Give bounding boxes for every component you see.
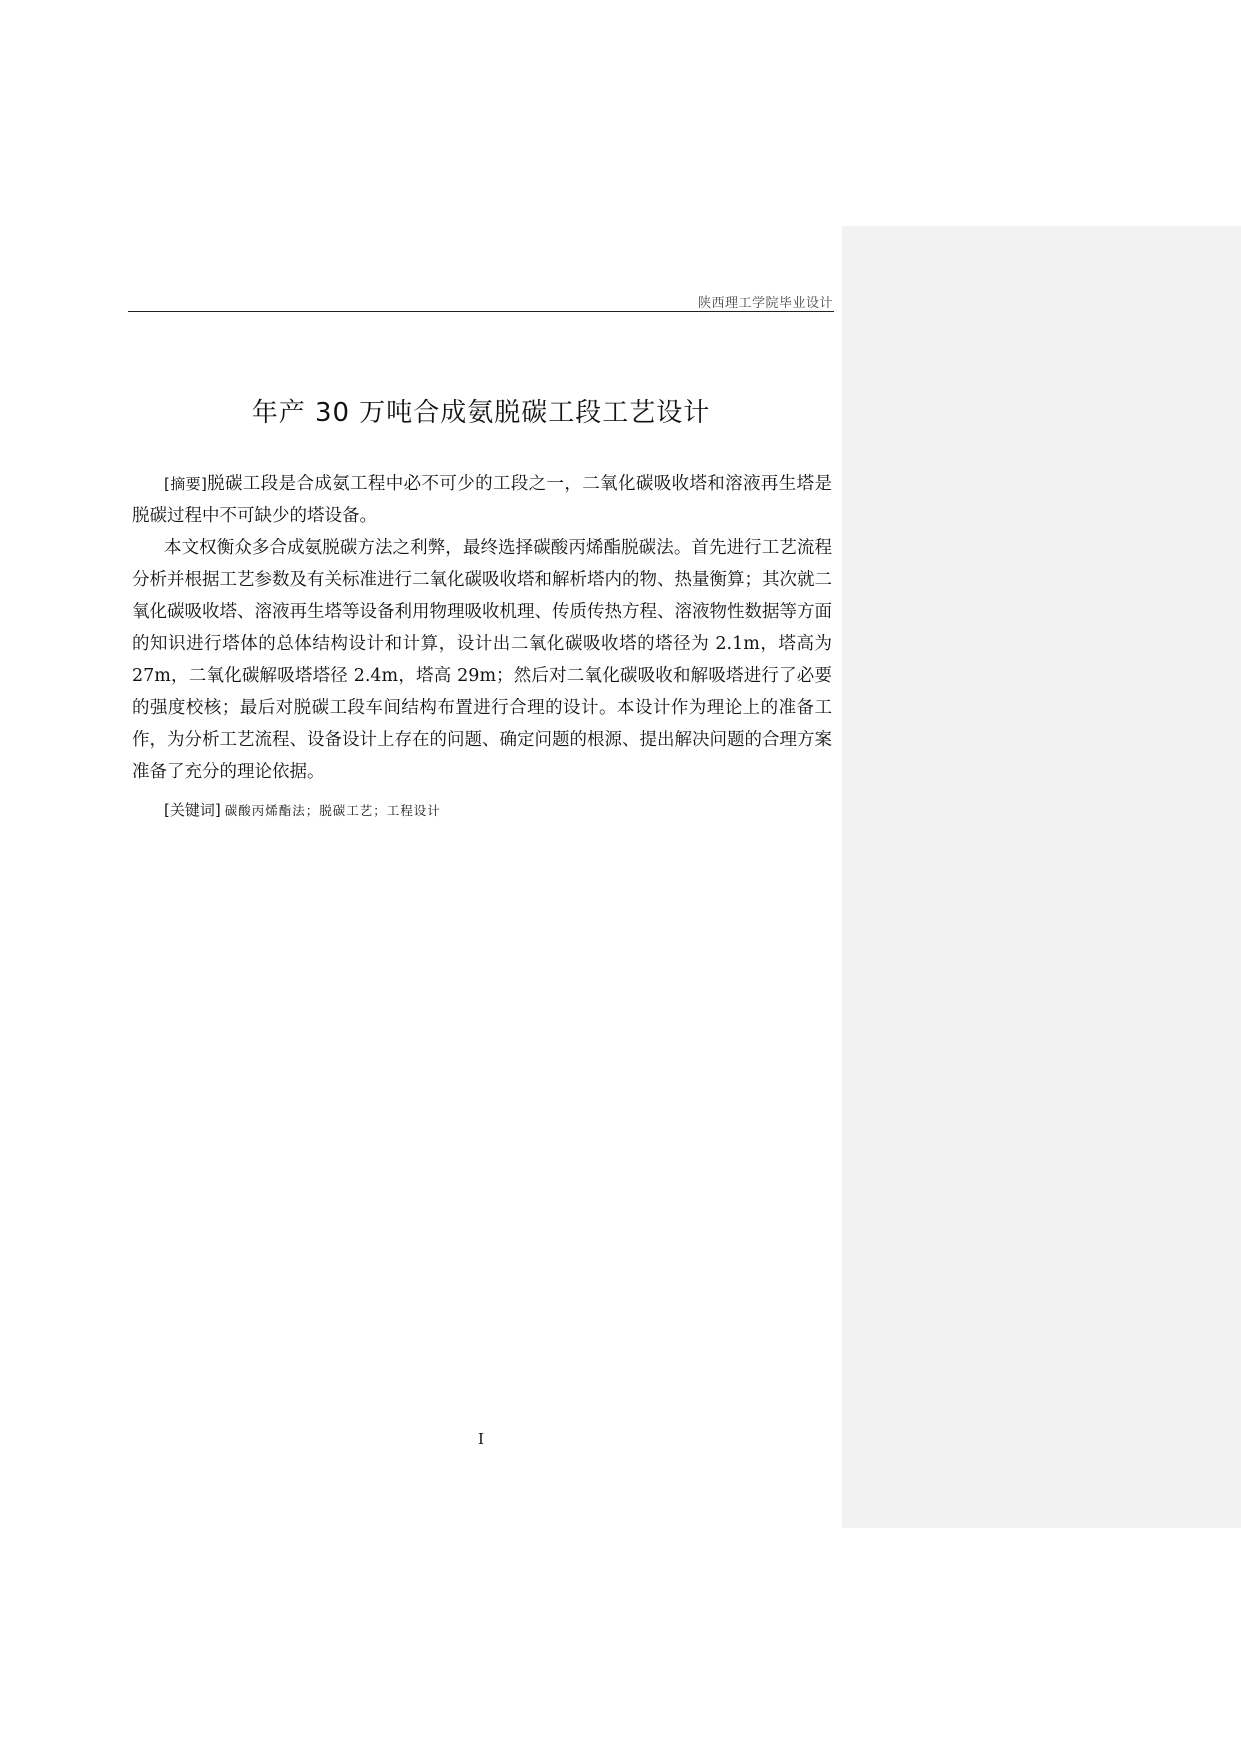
running-header: 陕西理工学院毕业设计 [697, 296, 833, 311]
abstract-paragraph-2: 本文权衡众多合成氨脱碳方法之利弊，最终选择碳酸丙烯酯脱碳法。首先进行工艺流程分析并根据工艺参数及有关标准进行二氧化碳吸收塔和解析塔内的物、热量衡算；其次就二氧化碳吸收塔、溶液再生塔等设备利用物理吸收机理、传质传热方程、溶液物性数据等方面的知识进行塔体的总体结构设计和计算，设计出二氧化碳吸收塔的塔径为 2.1m，塔高为 27m，二氧化碳解吸塔塔径 2.4m，塔高 29m；然后对二氧化碳吸收和解吸塔进行了必要的强度校核；最后对脱碳工段车间结构布置进行合理的设计。本设计作为理论上的准备工作，为分析工艺流程、设备设计上存在的问题、确定问题的根源、提出解决问题的合理方案准备了充分的理论依据。 [132, 538, 832, 782]
abstract-paragraph-1 [132, 468, 832, 532]
keywords-line [132, 794, 832, 827]
abstract-text-1: 脱碳工段是合成氨工程中必不可少的工段之一，二氧化碳吸收塔和溶液再生塔是脱碳过程中不可缺少的塔设备。 [132, 474, 832, 526]
keywords-text: 碳酸丙烯酯法；脱碳工艺；工程设计 [224, 803, 441, 818]
keywords-tag: [关键词] [164, 801, 221, 819]
document-title: 年产 30 万吨合成氨脱碳工段工艺设计 [251, 398, 711, 428]
page-number: I [478, 1430, 484, 1448]
abstract-tag: [摘要] [164, 475, 207, 493]
comment-pane [842, 226, 1241, 1528]
abstract-section [132, 468, 832, 827]
header-rule [128, 311, 834, 312]
